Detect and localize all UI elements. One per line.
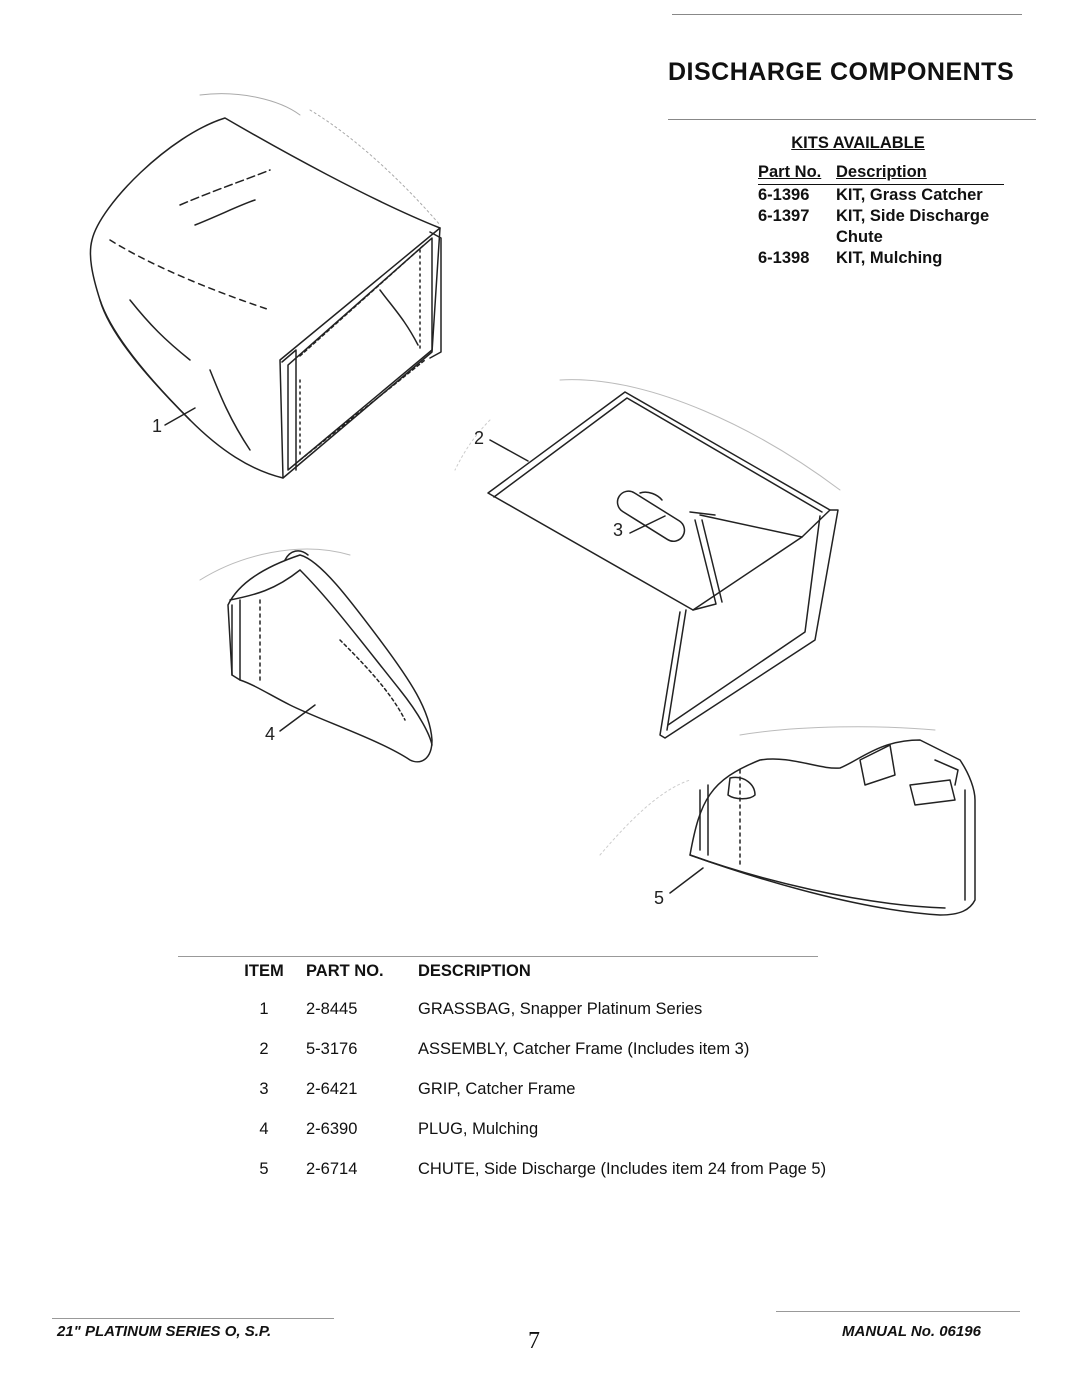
kit-part-number: 6-1397 <box>758 207 810 225</box>
callout-3: 3 <box>613 520 624 540</box>
item-number: 2 <box>259 1040 269 1058</box>
part-description: ASSEMBLY, Catcher Frame (Includes item 3) <box>418 1040 750 1058</box>
kit-part-number: 6-1398 <box>758 249 810 267</box>
discharge-chute-drawing <box>600 727 975 915</box>
item-number: 3 <box>259 1080 269 1098</box>
parts-rule <box>178 956 818 957</box>
callout-4: 4 <box>265 724 276 744</box>
callout-2: 2 <box>474 428 485 448</box>
footer-rule-right <box>776 1311 1020 1312</box>
table-row <box>230 1120 938 1139</box>
table-row <box>230 1000 938 1019</box>
page-title: DISCHARGE COMPONENTS <box>668 58 1015 86</box>
table-row <box>230 1080 938 1099</box>
catcher-frame-drawing <box>455 380 840 738</box>
kits-col-part: Part No. <box>758 163 822 181</box>
footer-manual-number: MANUAL No. 06196 <box>842 1323 981 1340</box>
grassbag-drawing <box>90 94 441 478</box>
part-number: 2-6421 <box>306 1080 358 1098</box>
kit-description: KIT, Side Discharge <box>836 207 990 225</box>
part-description: GRASSBAG, Snapper Platinum Series <box>418 1000 703 1018</box>
col-item-header: ITEM <box>244 962 284 980</box>
item-number: 1 <box>259 1000 269 1018</box>
callout-1: 1 <box>152 416 163 436</box>
parts-header-row <box>230 962 938 981</box>
mulching-plug-drawing <box>200 549 432 762</box>
table-row <box>230 1160 938 1179</box>
part-description: GRIP, Catcher Frame <box>418 1080 576 1098</box>
item-number: 5 <box>259 1160 269 1178</box>
kits-col-desc: Description <box>836 163 927 181</box>
part-number: 2-6714 <box>306 1160 358 1178</box>
kit-description-continued: Chute <box>836 228 883 246</box>
part-number: 2-6390 <box>306 1120 358 1138</box>
page-number: 7 <box>528 1328 540 1354</box>
footer-series: 21" PLATINUM SERIES O, S.P. <box>57 1323 272 1340</box>
kit-description: KIT, Grass Catcher <box>836 186 983 204</box>
col-part-header: PART NO. <box>306 962 384 980</box>
part-number: 5-3176 <box>306 1040 358 1058</box>
kit-description: KIT, Mulching <box>836 249 943 267</box>
part-number: 2-8445 <box>306 1000 358 1018</box>
callout-5: 5 <box>654 888 665 908</box>
footer-rule-left <box>52 1318 334 1319</box>
col-desc-header: DESCRIPTION <box>418 962 531 980</box>
table-row <box>230 1040 938 1059</box>
part-description: CHUTE, Side Discharge (Includes item 24 from Page 5) <box>418 1160 827 1178</box>
kits-heading: KITS AVAILABLE <box>791 134 925 152</box>
item-number: 4 <box>259 1120 269 1138</box>
parts-list <box>230 962 938 1200</box>
part-description: PLUG, Mulching <box>418 1120 539 1138</box>
kit-part-number: 6-1396 <box>758 186 810 204</box>
